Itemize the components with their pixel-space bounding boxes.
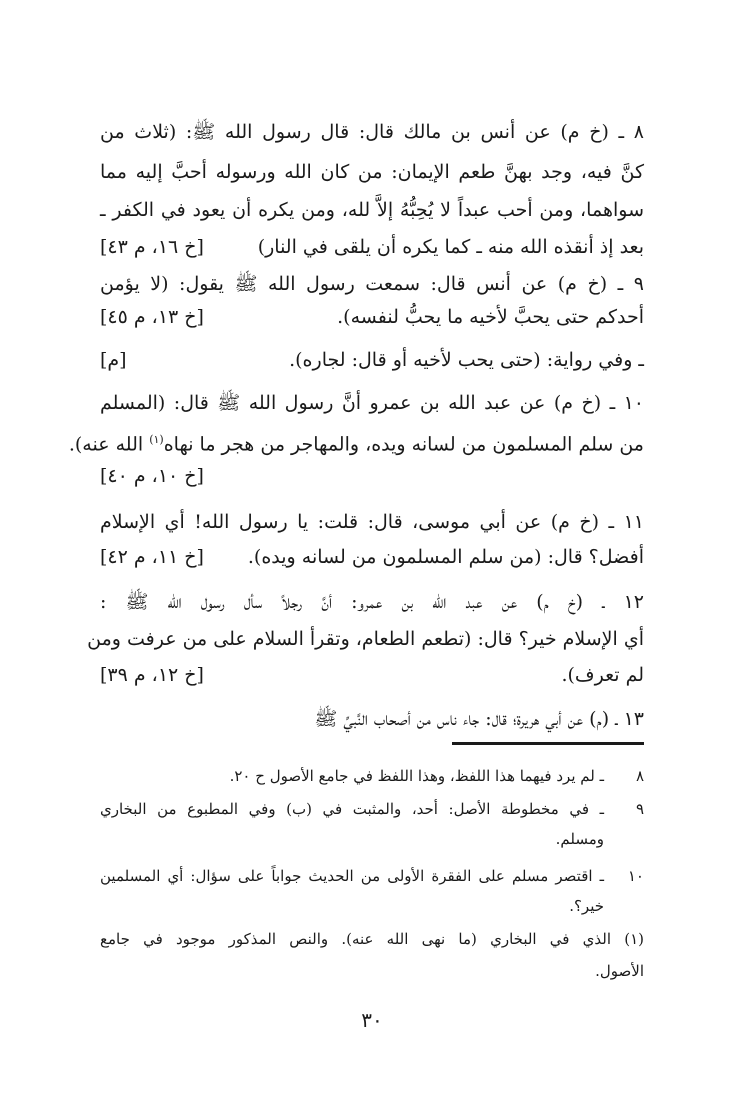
hadith-10-line-1: ١٠ ـ (خ م) عن عبد الله بن عمرو أنَّ رسول الله ﷺ قال: (المسلم bbox=[100, 392, 644, 414]
hadith-10-line-2-text: من سلم المسلمون من لسانه ويده، والمهاجر من هجر ما نهاه bbox=[163, 433, 644, 456]
hadith-9-line-2: أحدكم حتى يحبَّ لأخيه ما يحبُّ لنفسه). bbox=[337, 306, 644, 328]
footnote-8-number: ٨ bbox=[635, 767, 644, 785]
hadith-12-line-2: أي الإسلام خير؟ قال: (تطعم الطعام، وتقرأ السلام على من عرفت ومن bbox=[87, 628, 644, 650]
footnote-1-line-2: الأصول. bbox=[595, 962, 644, 980]
hadith-10-line-2 bbox=[68, 425, 644, 456]
footnote-10-number: ١٠ bbox=[627, 867, 644, 885]
hadith-12-line-3: لم تعرف). bbox=[561, 664, 644, 686]
footnote-10-line-2: خير؟. bbox=[569, 897, 604, 915]
footnote-9-line-1: ـ في مخطوطة الأصل: أحد، والمثبت في (ب) وفي المطبوع من البخاري bbox=[100, 800, 604, 818]
footnote-8-line-1: ـ لم يرد فيهما هذا اللفظ، وهذا اللفظ في جامع الأصول ح ٢٠. bbox=[229, 767, 604, 785]
hadith-9-variant: ـ وفي رواية: (حتى يحب لأخيه أو قال: لجاره). bbox=[289, 349, 644, 371]
hadith-9-variant-reference: [م] bbox=[100, 349, 127, 371]
footnote-9-line-2: ومسلم. bbox=[555, 830, 604, 848]
hadith-11-line-2: أفضل؟ قال: (من سلم المسلمون من لسانه ويده). bbox=[247, 546, 644, 568]
hadith-8-line-3: سواهما، ومن أحب عبداً لا يُحِبُّهُ إلاَّ لله، ومن يكره أن يعود في الكفر ـ bbox=[100, 199, 644, 221]
hadith-8-line-1: ٨ ـ (خ م) عن أنس بن مالك قال: قال رسول الله ﷺ: (ثلاث من bbox=[100, 121, 644, 143]
footnote-9-number: ٩ bbox=[635, 800, 644, 818]
footnote-1-line-1: (١) الذي في البخاري (ما نهى الله عنه). والنص المذكور موجود في جامع bbox=[100, 930, 644, 948]
footnote-10-line-1: ـ اقتصر مسلم على الفقرة الأولى من الحديث جواباً على سؤال: أي المسلمين bbox=[100, 867, 604, 885]
footnote-separator bbox=[452, 742, 644, 745]
page-number: ٣٠ bbox=[361, 1008, 383, 1032]
hadith-8-line-4: بعد إذ أنقذه الله منه ـ كما يكره أن يلقى في النار) bbox=[257, 236, 644, 258]
hadith-9-line-1: ٩ ـ (خ م) عن أنس قال: سمعت رسول الله ﷺ يقول: (لا يؤمن bbox=[100, 273, 644, 295]
hadith-10-reference: [خ ١٠، م ٤٠] bbox=[100, 465, 204, 487]
hadith-8-line-2: كنَّ فيه، وجد بهنَّ طعم الإيمان: من كان الله ورسوله أحبَّ إليه مما bbox=[100, 161, 644, 183]
hadith-12-line-1: ١٢ ـ (خ م) عن عبد الله بن عمرو: أنَّ رجلاً سأل رسول الله ﷺ : bbox=[100, 591, 644, 613]
hadith-8-reference: [خ ١٦، م ٤٣] bbox=[100, 236, 204, 258]
hadith-11-reference: [خ ١١، م ٤٢] bbox=[100, 546, 204, 568]
hadith-12-reference: [خ ١٢، م ٣٩] bbox=[100, 664, 204, 686]
hadith-10-line-2-end: الله عنه). bbox=[68, 433, 144, 456]
hadith-9-reference: [خ ١٣، م ٤٥] bbox=[100, 306, 204, 328]
footnote-marker-1: (١) bbox=[149, 433, 164, 446]
hadith-13-line-1: ١٣ ـ (م) عن أبي هريرة؛ قال: جاء ناس من أصحاب النَّبيِّ ﷺ bbox=[314, 708, 644, 730]
hadith-11-line-1: ١١ ـ (خ م) عن أبي موسى، قال: قلت: يا رسول الله! أي الإسلام bbox=[100, 511, 644, 533]
